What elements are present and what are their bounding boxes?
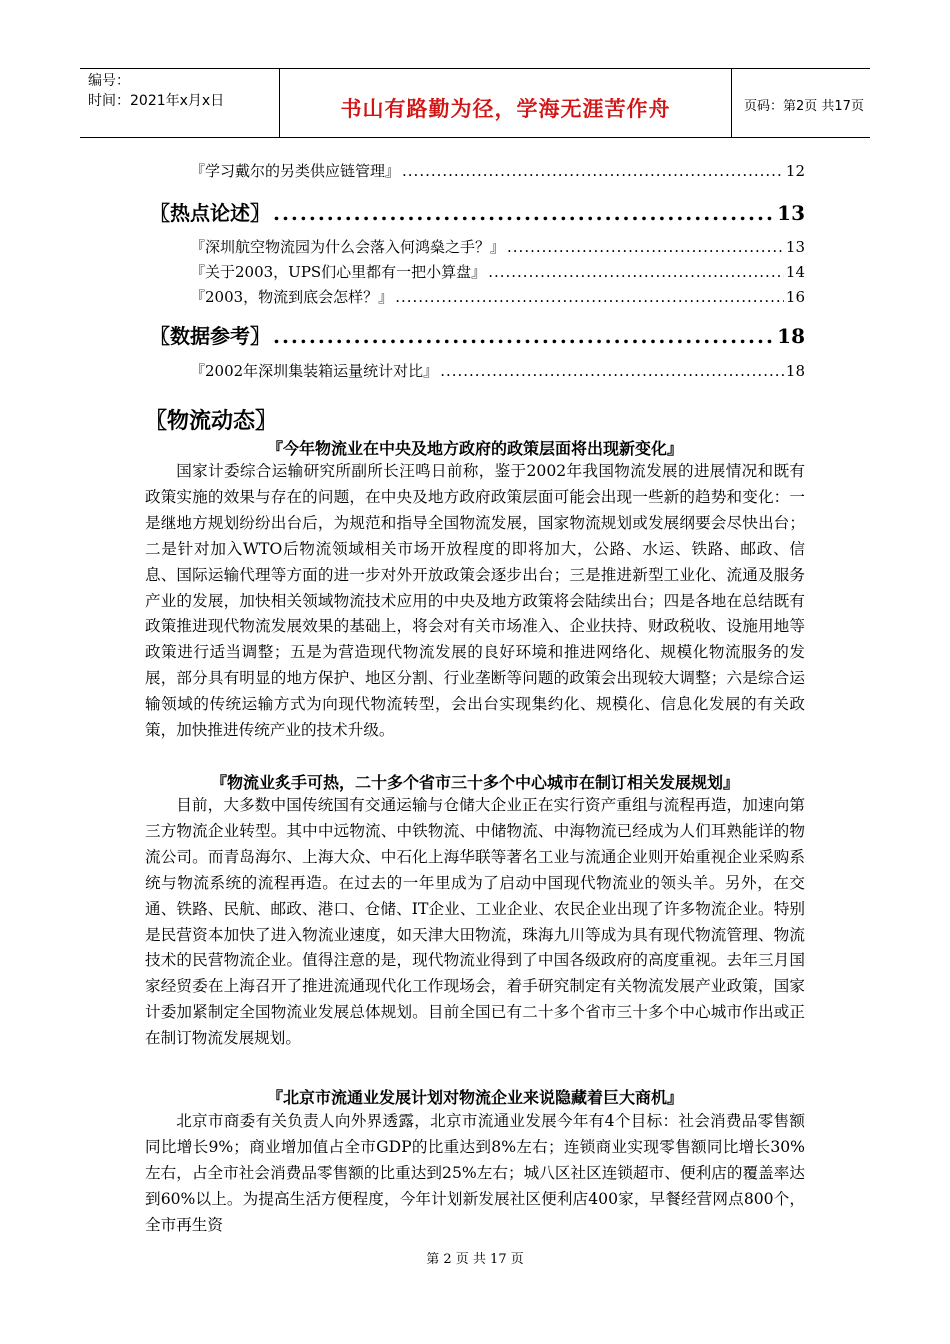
toc-leader — [273, 324, 774, 348]
toc-leader — [395, 288, 784, 306]
toc-entry-hot-3[interactable] — [190, 286, 805, 307]
toc-entry-data-1[interactable] — [190, 360, 805, 381]
toc-section-data[interactable] — [150, 320, 805, 349]
toc-section-page: 13 — [777, 201, 805, 225]
toc-leader — [273, 201, 774, 225]
toc-section-page: 18 — [777, 324, 805, 348]
toc-entry-page: 18 — [785, 362, 805, 380]
article-title: 『物流业炙手可热，二十多个省市三十多个中心城市在制订相关发展规划』 — [210, 773, 739, 792]
toc-entry-hot-1[interactable] — [190, 236, 805, 257]
article-title: 『北京市流通业发展计划对物流企业来说隐藏着巨大商机』 — [266, 1088, 683, 1107]
toc-entry-dell[interactable] — [190, 160, 805, 181]
header-page-info: 页码：第2页 共17页 — [744, 99, 864, 114]
article-body: 国家计委综合运输研究所副所长汪鸣日前称，鉴于2002年我国物流发展的进展情况和既有政策实施的效果与存在的问题，在中央及地方政府政策层面可能会出现一些新的趋势和变化：一是继地方规划纷纷出台后，为规范和指导全国物流发展，国家物流规划或发展纲要会尽快出台；二是针对加入WTO后物流领域相关市场开放程度的即将加大，公路、水运、铁路、邮政、信息、国际运输代理等方面的进一步对外开放政策会逐步出台；三是推进新型工业化、流通及服务产业的发展，加快相关领域物流技术应用的中央及地方政策将会陆续出台；四是各地在总结既有政策推进现代物流发展效果的基础上，将会对有关市场准入、企业扶持、财政税收、设施用地等政策进行适当调整；五是为营造现代物流发展的良好环境和推进网络化、规模化物流服务的发展，部分具有明显的地方保护、地区分割、行业垄断等问题的政策会出现较大调整；六是综合运输领域的传统运输方式为向现代物流转型，会出台实现集约化、规模化、信息化发展的有关政策，加快推进传统产业的技术升级。 — [145, 462, 805, 740]
article-body: 北京市商委有关负责人向外界透露，北京市流通业发展今年有4个目标：社会消费品零售额同比增长9%；商业增加值占全市GDP的比重达到8%左右；连锁商业实现零售额同比增长30%左右，占全市社会消费品零售额的比重达到25%左右；城八区社区连锁超市、便利店的覆盖率达到60%以上。为提高生活方便程度，今年计划新发展社区便利店400家，早餐经营网点800个，全市再生资 — [145, 1112, 805, 1234]
page-footer: 第 2 页 共 17 页 — [426, 1252, 524, 1267]
article-body: 目前，大多数中国传统国有交通运输与仓储大企业正在实行资产重组与流程再造，加速向第三方物流企业转型。其中中远物流、中铁物流、中储物流、中海物流已经成为人们耳熟能详的物流公司。而青岛海尔、上海大众、中石化上海华联等著名工业与流通企业则开始重视企业采购系统与物流系统的流程再造。在过去的一年里成为了启动中国现代物流业的领头羊。另外，在交通、铁路、民航、邮政、港口、仓储、IT企业、工业企业、农民企业出现了许多物流企业。特别是民营资本加快了进入物流业速度，如天津大田物流，珠海九川等成为具有现代物流管理、物流技术的民营物流企业。值得注意的是，现代物流业得到了中国各级政府的高度重视。去年三月国家经贸委在上海召开了推进流通现代化工作现场会，着手研究制定有关物流发展产业政策，国家计委加紧制定全国物流业发展总体规划。目前全国已有二十多个省市三十多个中心城市作出或正在制订物流发展规划。 — [145, 796, 805, 1048]
toc-leader — [507, 238, 784, 256]
toc-leader — [488, 263, 784, 281]
header-motto-cell — [280, 69, 732, 137]
header-number: 编号： — [88, 73, 130, 89]
page-header — [80, 68, 870, 138]
toc-entry-page: 16 — [785, 288, 805, 306]
section-title: 〖物流动态〗 — [145, 408, 278, 434]
header-meta — [80, 69, 280, 137]
toc-entry-title: 『2002年深圳集装箱运量统计对比』 — [190, 362, 439, 380]
header-time: 时间：2021年x月x日 — [88, 93, 225, 109]
toc-entry-title: 『2003，物流到底会怎样？』 — [190, 288, 394, 306]
toc-entry-title: 『关于2003，UPS们心里都有一把小算盘』 — [190, 263, 487, 281]
toc-entry-page: 12 — [785, 162, 805, 180]
toc-entry-title: 『学习戴尔的另类供应链管理』 — [190, 162, 401, 180]
toc-entry-hot-2[interactable] — [190, 261, 805, 282]
toc-section-hot[interactable] — [150, 197, 805, 226]
toc-section-title: 〖数据参考〗 — [150, 324, 270, 348]
toc-entry-page: 13 — [785, 238, 805, 256]
toc-entry-title: 『深圳航空物流园为什么会落入何鸿燊之手？』 — [190, 238, 506, 256]
toc-entry-page: 14 — [785, 263, 805, 281]
toc-leader — [402, 162, 784, 180]
header-motto: 书山有路勤为径，学海无涯苦作舟 — [340, 97, 671, 121]
toc-leader — [440, 362, 784, 380]
article-title: 『今年物流业在中央及地方政府的政策层面将出现新变化』 — [266, 439, 683, 458]
toc-section-title: 〖热点论述〗 — [150, 201, 270, 225]
